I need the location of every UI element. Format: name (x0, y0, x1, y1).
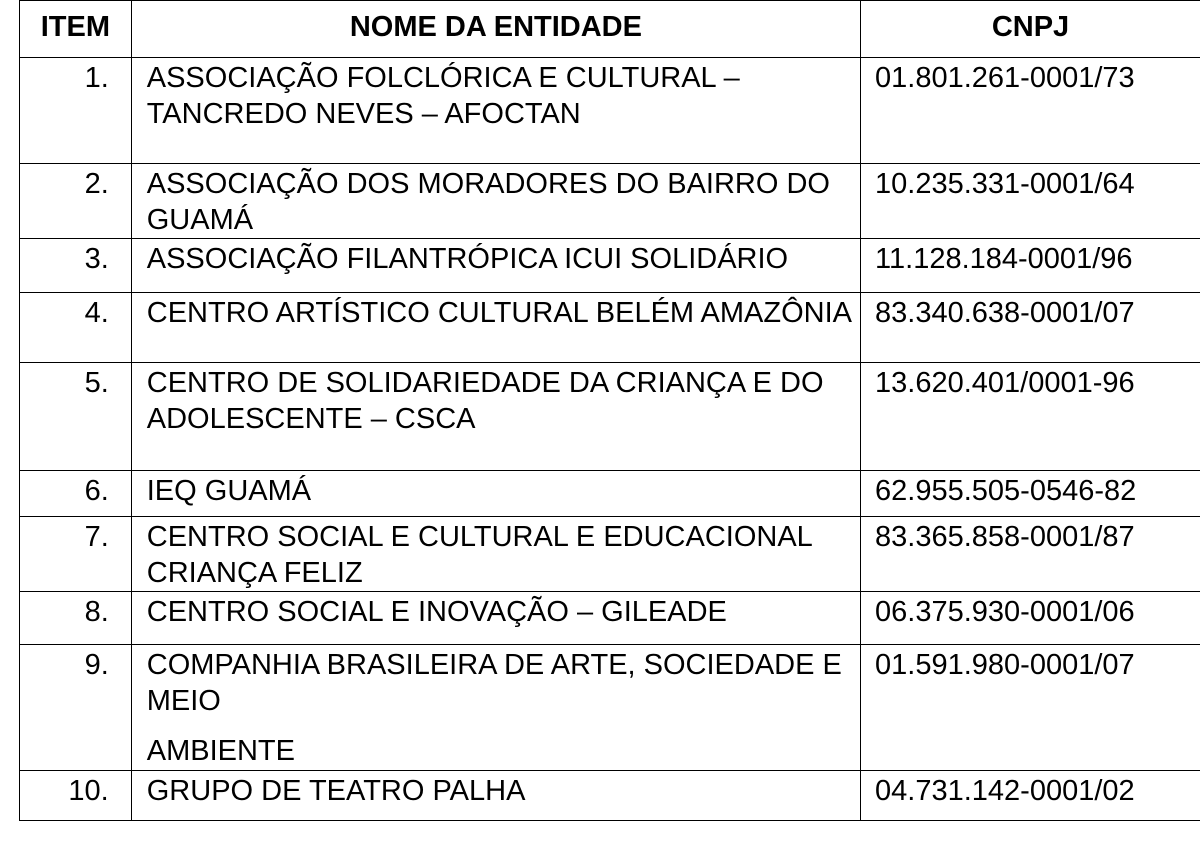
entity-name-line: GRUPO DE TEATRO PALHA (146, 775, 526, 807)
entity-name-line: ASSOCIAÇÃO FILANTRÓPICA ICUI SOLIDÁRIO (146, 243, 789, 275)
item-number-text: 7. (84, 521, 109, 553)
item-number-text: 8. (84, 596, 109, 628)
entity-name (131, 363, 860, 471)
table-row (20, 645, 1200, 771)
table-row (20, 517, 1200, 592)
item-number (20, 293, 132, 363)
entity-cnpj (861, 58, 1200, 164)
entity-cnpj (861, 645, 1200, 771)
entities-table (19, 0, 1200, 821)
entity-cnpj (861, 471, 1200, 517)
entity-name-line: CENTRO SOCIAL E INOVAÇÃO – GILEADE (146, 596, 727, 628)
entity-name-text (147, 58, 854, 132)
entity-cnpj-text: 11.128.184-0001/96 (875, 243, 1133, 275)
table-row (20, 164, 1200, 239)
entity-cnpj (861, 363, 1200, 471)
item-number (20, 517, 132, 592)
entity-name-text (147, 592, 854, 630)
entity-name-text (147, 645, 854, 769)
table-row (20, 293, 1200, 363)
entity-name-line: CENTRO ARTÍSTICO CULTURAL BELÉM AMAZÔNIA (146, 297, 852, 329)
item-number (20, 645, 132, 771)
entity-name (131, 771, 860, 821)
entity-cnpj (861, 517, 1200, 592)
entity-name (131, 471, 860, 517)
item-number-text: 4. (84, 297, 109, 329)
entity-name-line: ASSOCIAÇÃO FOLCLÓRICA E CULTURAL – TANCREDO NEVES – AFOCTAN (146, 62, 740, 130)
item-number (20, 592, 132, 645)
entity-name (131, 293, 860, 363)
entity-name-line: AMBIENTE (146, 735, 295, 767)
item-number (20, 58, 132, 164)
entity-name-text (147, 771, 854, 809)
item-number-text: 10. (68, 775, 109, 807)
entity-name (131, 239, 860, 293)
entity-cnpj-text: 83.340.638-0001/07 (875, 297, 1135, 329)
entity-cnpj (861, 771, 1200, 821)
entity-cnpj-text: 62.955.505-0546-82 (875, 475, 1137, 507)
entity-cnpj (861, 239, 1200, 293)
entity-cnpj-text: 83.365.858-0001/87 (875, 521, 1135, 553)
item-number (20, 363, 132, 471)
entity-name-text (147, 164, 854, 238)
header-cnpj: CNPJ (861, 1, 1200, 58)
table-body (20, 58, 1200, 821)
entity-cnpj (861, 293, 1200, 363)
entity-name-text (147, 471, 854, 509)
item-number (20, 164, 132, 239)
entity-name-line: COMPANHIA BRASILEIRA DE ARTE, SOCIEDADE E MEIO (146, 649, 842, 717)
item-number (20, 471, 132, 517)
table-row (20, 592, 1200, 645)
item-number (20, 239, 132, 293)
table-row (20, 771, 1200, 821)
entity-cnpj (861, 164, 1200, 239)
entity-cnpj-text: 10.235.331-0001/64 (875, 168, 1135, 200)
item-number-text: 5. (84, 367, 109, 399)
entity-name (131, 164, 860, 239)
table-row (20, 58, 1200, 164)
entity-name-line: CENTRO DE SOLIDARIEDADE DA CRIANÇA E DO ADOLESCENTE – CSCA (146, 367, 824, 435)
item-number-text: 1. (84, 62, 109, 94)
item-number (20, 771, 132, 821)
table-row (20, 471, 1200, 517)
item-number-text: 3. (84, 243, 109, 275)
entity-name-line: IEQ GUAMÁ (146, 475, 312, 507)
entity-cnpj-text: 01.591.980-0001/07 (875, 649, 1135, 681)
item-number-text: 9. (84, 649, 109, 681)
item-number-text: 6. (84, 475, 109, 507)
table-header-row (20, 1, 1200, 58)
entity-name (131, 517, 860, 592)
entity-name-text (147, 239, 854, 277)
table-row (20, 239, 1200, 293)
entity-name-line: ASSOCIAÇÃO DOS MORADORES DO BAIRRO DO GUAMÁ (146, 168, 830, 236)
entity-name (131, 645, 860, 771)
entity-cnpj-text: 13.620.401/0001-96 (875, 367, 1135, 399)
entity-name (131, 592, 860, 645)
entity-cnpj (861, 592, 1200, 645)
entity-name-text (147, 517, 854, 591)
header-entity-name: NOME DA ENTIDADE (131, 1, 860, 58)
entity-name (131, 58, 860, 164)
entity-cnpj-text: 04.731.142-0001/02 (875, 775, 1135, 807)
entity-name-text (147, 363, 854, 437)
entity-name-text (147, 293, 854, 331)
header-item: ITEM (20, 1, 132, 58)
entity-cnpj-text: 01.801.261-0001/73 (875, 62, 1135, 94)
table-row (20, 363, 1200, 471)
entity-name-line: CENTRO SOCIAL E CULTURAL E EDUCACIONAL CRIANÇA FELIZ (146, 521, 812, 589)
item-number-text: 2. (84, 168, 109, 200)
entity-cnpj-text: 06.375.930-0001/06 (875, 596, 1135, 628)
